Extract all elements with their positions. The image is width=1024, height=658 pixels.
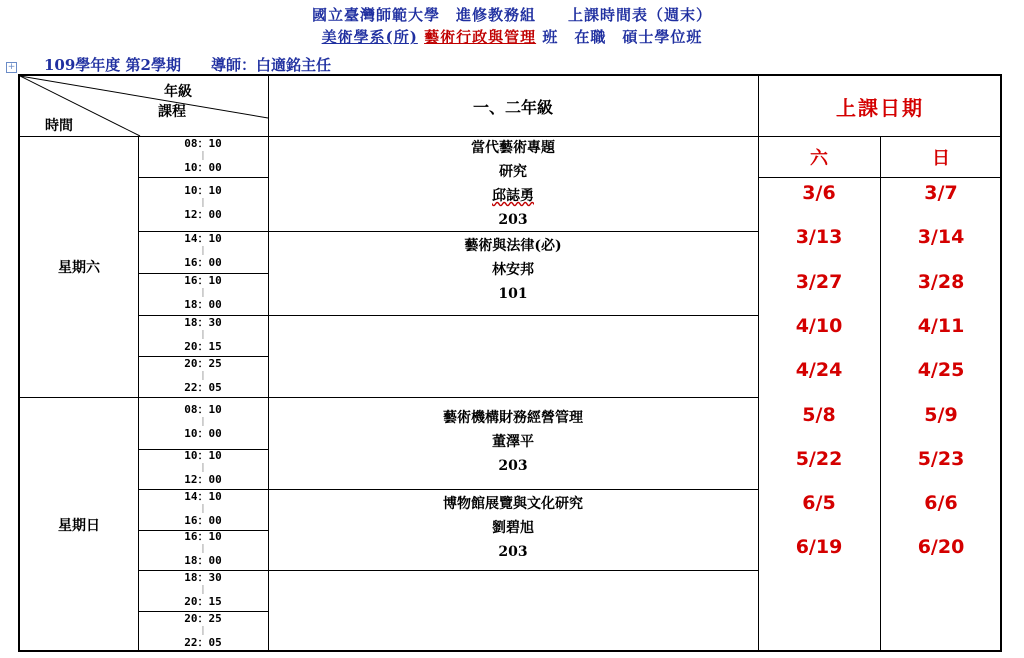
saturday-date: 6/19 (795, 536, 843, 559)
saturday-date: 6/5 (802, 492, 836, 515)
slot-start: 08：10 (184, 136, 222, 150)
time-slot (138, 572, 268, 608)
slot-start: 10：10 (184, 449, 222, 462)
table-move-handle-icon[interactable]: + (7, 62, 16, 72)
sunday-date: 4/25 (917, 359, 965, 382)
program-name: 藝術行政與管理 (424, 28, 537, 46)
slot-end: 20：15 (184, 339, 222, 353)
time-slot (138, 358, 268, 394)
time-slot (138, 317, 268, 353)
time-slot (138, 233, 268, 269)
time-slot (138, 613, 268, 649)
corner-course-label: 課程 (158, 104, 186, 120)
time-slot (138, 404, 268, 440)
slot-separator: | (200, 150, 206, 161)
course-title: 藝術與法律(必) (464, 238, 562, 254)
department-name: 美術學系(所) (321, 28, 418, 46)
saturday-date: 5/8 (802, 403, 836, 426)
saturday-date: 3/13 (795, 226, 843, 249)
dates-header: 上課日期 (836, 95, 924, 120)
slot-separator: | (200, 463, 206, 473)
slot-end: 18：00 (184, 554, 222, 567)
time-slot (138, 185, 268, 221)
sunday-date: 3/28 (917, 270, 965, 293)
slot-end: 10：00 (184, 427, 222, 440)
slot-separator: | (200, 370, 206, 381)
slot-end: 22：05 (184, 635, 222, 649)
course-room: 101 (498, 286, 528, 302)
slot-start: 20：25 (184, 356, 222, 370)
saturday-date: 3/27 (795, 270, 843, 293)
sunday-date: 6/20 (917, 536, 965, 559)
sunday-date: 5/23 (917, 447, 965, 470)
course-block (268, 406, 758, 478)
slot-separator: | (200, 544, 206, 554)
sunday-column-header: 日 (932, 147, 950, 169)
slot-start: 10：10 (184, 184, 222, 197)
slot-end: 20：15 (184, 594, 222, 608)
slot-start: 18：30 (184, 315, 222, 329)
slot-end: 16：00 (184, 256, 222, 269)
saturday-date: 4/24 (795, 359, 843, 382)
course-teacher: 董澤平 (492, 434, 534, 450)
program-type: 班 在職 碩士學位班 (542, 28, 703, 46)
slot-separator: | (200, 198, 206, 208)
slot-start: 18：30 (184, 570, 222, 584)
corner-time-label: 時間 (45, 118, 73, 134)
document-title: 國立臺灣師範大學 進修教務組 上課時間表（週末） (311, 6, 712, 24)
sunday-date: 3/7 (924, 182, 958, 204)
sunday-date: 4/11 (917, 314, 965, 337)
grade-header: 一、二年級 (472, 97, 553, 117)
time-slot (138, 450, 268, 486)
course-room: 203 (498, 458, 528, 474)
sunday-date: 5/9 (924, 403, 958, 426)
semester-line: 109學年度 第2學期 導師：白適銘主任 (44, 56, 331, 74)
saturday-date: 3/6 (802, 182, 836, 204)
program-line (0, 26, 1024, 47)
time-slot (138, 531, 268, 567)
slot-separator: | (200, 584, 206, 595)
slot-end: 16：00 (184, 513, 222, 527)
slot-separator: | (200, 503, 206, 514)
saturday-column-header: 六 (810, 147, 828, 169)
slot-start: 14：10 (184, 232, 222, 245)
weekday-sunday: 星期日 (58, 517, 100, 534)
course-teacher: 邱誌勇 (492, 188, 534, 204)
slot-start: 20：25 (184, 611, 222, 625)
slot-end: 12：00 (184, 473, 222, 486)
slot-end: 22：05 (184, 380, 222, 394)
course-title-cont: 研究 (499, 164, 527, 180)
course-title: 當代藝術專題 (471, 140, 555, 156)
slot-separator: | (200, 329, 206, 340)
slot-separator: | (200, 417, 206, 427)
slot-separator: | (200, 246, 206, 256)
course-title: 藝術機構財務經營管理 (443, 410, 583, 426)
time-slot (138, 138, 268, 174)
course-title: 博物館展覽與文化研究 (443, 496, 583, 512)
course-block (268, 136, 758, 232)
course-room: 203 (498, 212, 528, 228)
course-teacher: 林安邦 (492, 262, 534, 278)
schedule-table (18, 74, 1002, 652)
saturday-date: 4/10 (795, 314, 843, 337)
course-block (268, 492, 758, 564)
sunday-date: 3/14 (917, 226, 965, 249)
slot-end: 10：00 (184, 160, 222, 174)
corner-grade-label: 年級 (164, 84, 192, 100)
sunday-date: 6/6 (924, 492, 958, 515)
saturday-date: 5/22 (795, 447, 843, 470)
slot-start: 08：10 (184, 403, 222, 416)
slot-end: 18：00 (184, 298, 222, 311)
slot-start: 16：10 (184, 530, 222, 543)
slot-start: 14：10 (184, 489, 222, 503)
slot-separator: | (200, 288, 206, 298)
slot-end: 12：00 (184, 208, 222, 221)
slot-separator: | (200, 625, 206, 636)
course-teacher: 劉碧旭 (492, 520, 534, 536)
course-room: 203 (498, 544, 528, 560)
slot-start: 16：10 (184, 274, 222, 287)
course-block (268, 234, 758, 306)
weekday-saturday: 星期六 (58, 259, 100, 276)
time-slot (138, 275, 268, 311)
time-slot (138, 491, 268, 527)
